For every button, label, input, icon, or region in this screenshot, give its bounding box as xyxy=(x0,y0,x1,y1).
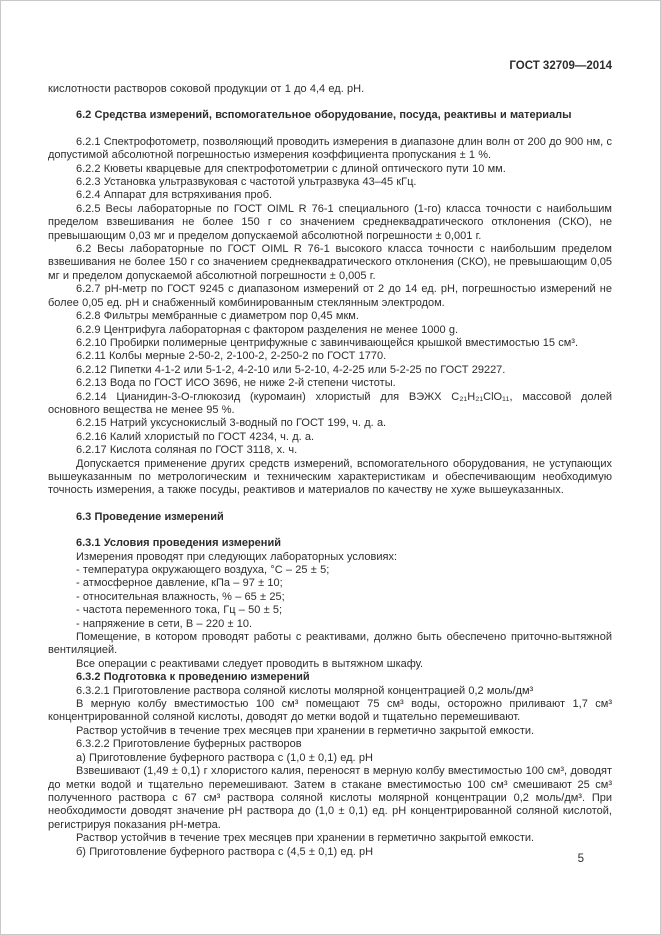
paragraph: Раствор устойчив в течение трех месяцев при хранении в герметично закрытой емкости. xyxy=(76,832,535,845)
paragraph: 6.2 Весы лабораторные по ГОСТ OIML R 76-1 высокого класса точности с наибольшим пределом взвешивания не более 150 г со значением среднеквадратического отклонения (СКО), не превышающим 0,05 мг и пределом допускаемой абсолютной погрешности ± 0,005 г. xyxy=(48,243,612,282)
paragraph: - частота переменного тока, Гц – 50 ± 5; xyxy=(76,604,283,617)
paragraph: Взвешивают (1,49 ± 0,1) г хлористого калия, переносят в мерную колбу вместимостью 100 см³, доводят до метки водой и тщательно перемешивают. Затем в стакане вместимостью 100 см³ смешивают 25 см³ полученного раствора с 67 см³ раствора соляной кислоты молярной концентрации 0,2 моль/дм³. При необходимости доводят значение pH раствора до (1,0 ± 0,1) ед. pH концентрированной соляной кислотой, регистрируя показания pH-метра. xyxy=(48,765,612,831)
paragraph: б) Приготовление буферного раствора с (4,5 ± 0,1) ед. pH xyxy=(76,845,374,858)
doc-number: ГОСТ 32709—2014 xyxy=(509,60,612,72)
subsection-heading: 6.3.2 Подготовка к проведению измерений xyxy=(76,671,310,684)
page-number: 5 xyxy=(577,853,584,865)
paragraph: 6.2.16 Калий хлористый по ГОСТ 4234, ч. д. а. xyxy=(76,430,315,443)
paragraph: 6.2.1 Спектрофотометр, позволяющий проводить измерения в диапазоне длин волн от 200 до 900 нм, с допустимой абсолютной погрешностью измерения коэффициента пропускания ± 1 %. xyxy=(48,135,612,162)
paragraph: 6.2.7 pH-метр по ГОСТ 9245 с диапазоном измерений от 2 до 14 ед. pH, погрешностью измерений не более 0,05 ед. pH и снабженный комбинированным стеклянным электродом. xyxy=(48,283,612,309)
paragraph: 6.3.2.2 Приготовление буферных растворов xyxy=(76,738,302,751)
paragraph: Раствор устойчив в течение трех месяцев при хранении в герметично закрытой емкости. xyxy=(76,724,535,737)
paragraph: 6.2.9 Центрифуга лабораторная с фактором разделения не менее 1000 g. xyxy=(76,323,459,336)
paragraph: - температура окружающего воздуха, °С – 25 ± 5; xyxy=(76,564,330,576)
paragraph: 6.2.3 Установка ультразвуковая с частотой ультразвука 43–45 кГц. xyxy=(76,176,417,189)
paragraph: Допускается применение других средств измерений, вспомогательного оборудования, не уступающих вышеуказанным по метрологическим и техническим характеристикам и обеспечивающим необходимую точность измерения, а также посуды, реактивов и материалов по качеству не хуже вышеуказанных. xyxy=(48,457,612,497)
section-heading: 6.3 Проведение измерений xyxy=(76,510,224,523)
paragraph: 6.2.12 Пипетки 4-1-2 или 5-1-2, 4-2-10 или 5-2-10, 4-2-25 или 5-2-25 по ГОСТ 29227. xyxy=(76,363,506,376)
paragraph: 6.2.15 Натрий уксуснокислый 3-водный по ГОСТ 199, ч. д. а. xyxy=(76,417,387,430)
paragraph: - напряжение в сети, В – 220 ± 10. xyxy=(76,617,253,630)
paragraph: 6.2.10 Пробирки полимерные центрифужные с завинчивающейся крышкой вместимостью 15 см³. xyxy=(76,336,579,349)
paragraph: 6.2.8 Фильтры мембранные с диаметром пор 0,45 мкм. xyxy=(76,310,359,323)
paragraph: 6.2.4 Аппарат для встряхивания проб. xyxy=(76,189,273,202)
paragraph: - атмосферное давление, кПа – 97 ± 10; xyxy=(76,577,283,590)
paragraph: а) Приготовление буферного раствора с (1,0 ± 0,1) ед. pH xyxy=(76,751,373,764)
paragraph: 6.2.13 Вода по ГОСТ ИСО 3696, не ниже 2-й степени чистоты. xyxy=(76,377,396,390)
paragraph: Измерения проводят при следующих лабораторных условиях: xyxy=(76,550,398,563)
page-footer xyxy=(48,852,584,866)
paragraph: 6.2.11 Колбы мерные 2-50-2, 2-100-2, 2-250-2 по ГОСТ 1770. xyxy=(76,350,387,363)
subsection-heading: 6.3.1 Условия проведения измерений xyxy=(76,537,281,550)
paragraph: кислотности растворов соковой продукции от 1 до 4,4 ед. pH. xyxy=(48,83,365,95)
paragraph: 6.2.2 Кюветы кварцевые для спектрофотометрии с длиной оптического пути 10 мм. xyxy=(76,162,506,175)
section-heading: 6.2 Средства измерений, вспомогательное оборудование, посуда, реактивы и материалы xyxy=(76,109,572,122)
paragraph: 6.2.17 Кислота соляная по ГОСТ 3118, х. ч. xyxy=(76,444,298,457)
paragraph: 6.3.2.1 Приготовление раствора соляной кислоты молярной концентрацией 0,2 моль/дм³ xyxy=(76,684,534,697)
paragraph: В мерную колбу вместимостью 100 см³ помещают 75 см³ воды, осторожно приливают 1,7 см³ концентрированной соляной кислоты, доводят до метки водой и тщательно перемешивают. xyxy=(48,698,612,724)
paragraph: 6.2.14 Цианидин-3-О-глюкозид (куромаин) хлористый для ВЭЖХ C₂₁H₂₁ClO₁₁, массовой долей основного вещества не менее 95 %. xyxy=(48,390,612,416)
paragraph: Помещение, в котором проводят работы с реактивами, должно быть обеспечено приточно-вытяжной вентиляцией. xyxy=(48,631,612,657)
page-header xyxy=(48,59,612,73)
paragraph: - относительная влажность, % – 65 ± 25; xyxy=(76,590,285,603)
paragraph: Все операции с реактивами следует проводить в вытяжном шкафу. xyxy=(76,657,424,670)
paragraph: 6.2.5 Весы лабораторные по ГОСТ OIML R 76-1 специального (1-го) класса точности с наибольшим пределом взвешивания не более 150 г со значением среднеквадратического отклонения (СКО), не превышающим 0,03 мг и пределом допускаемой абсолютной погрешности ± 0,001 г. xyxy=(48,202,612,242)
document-body xyxy=(48,83,612,859)
